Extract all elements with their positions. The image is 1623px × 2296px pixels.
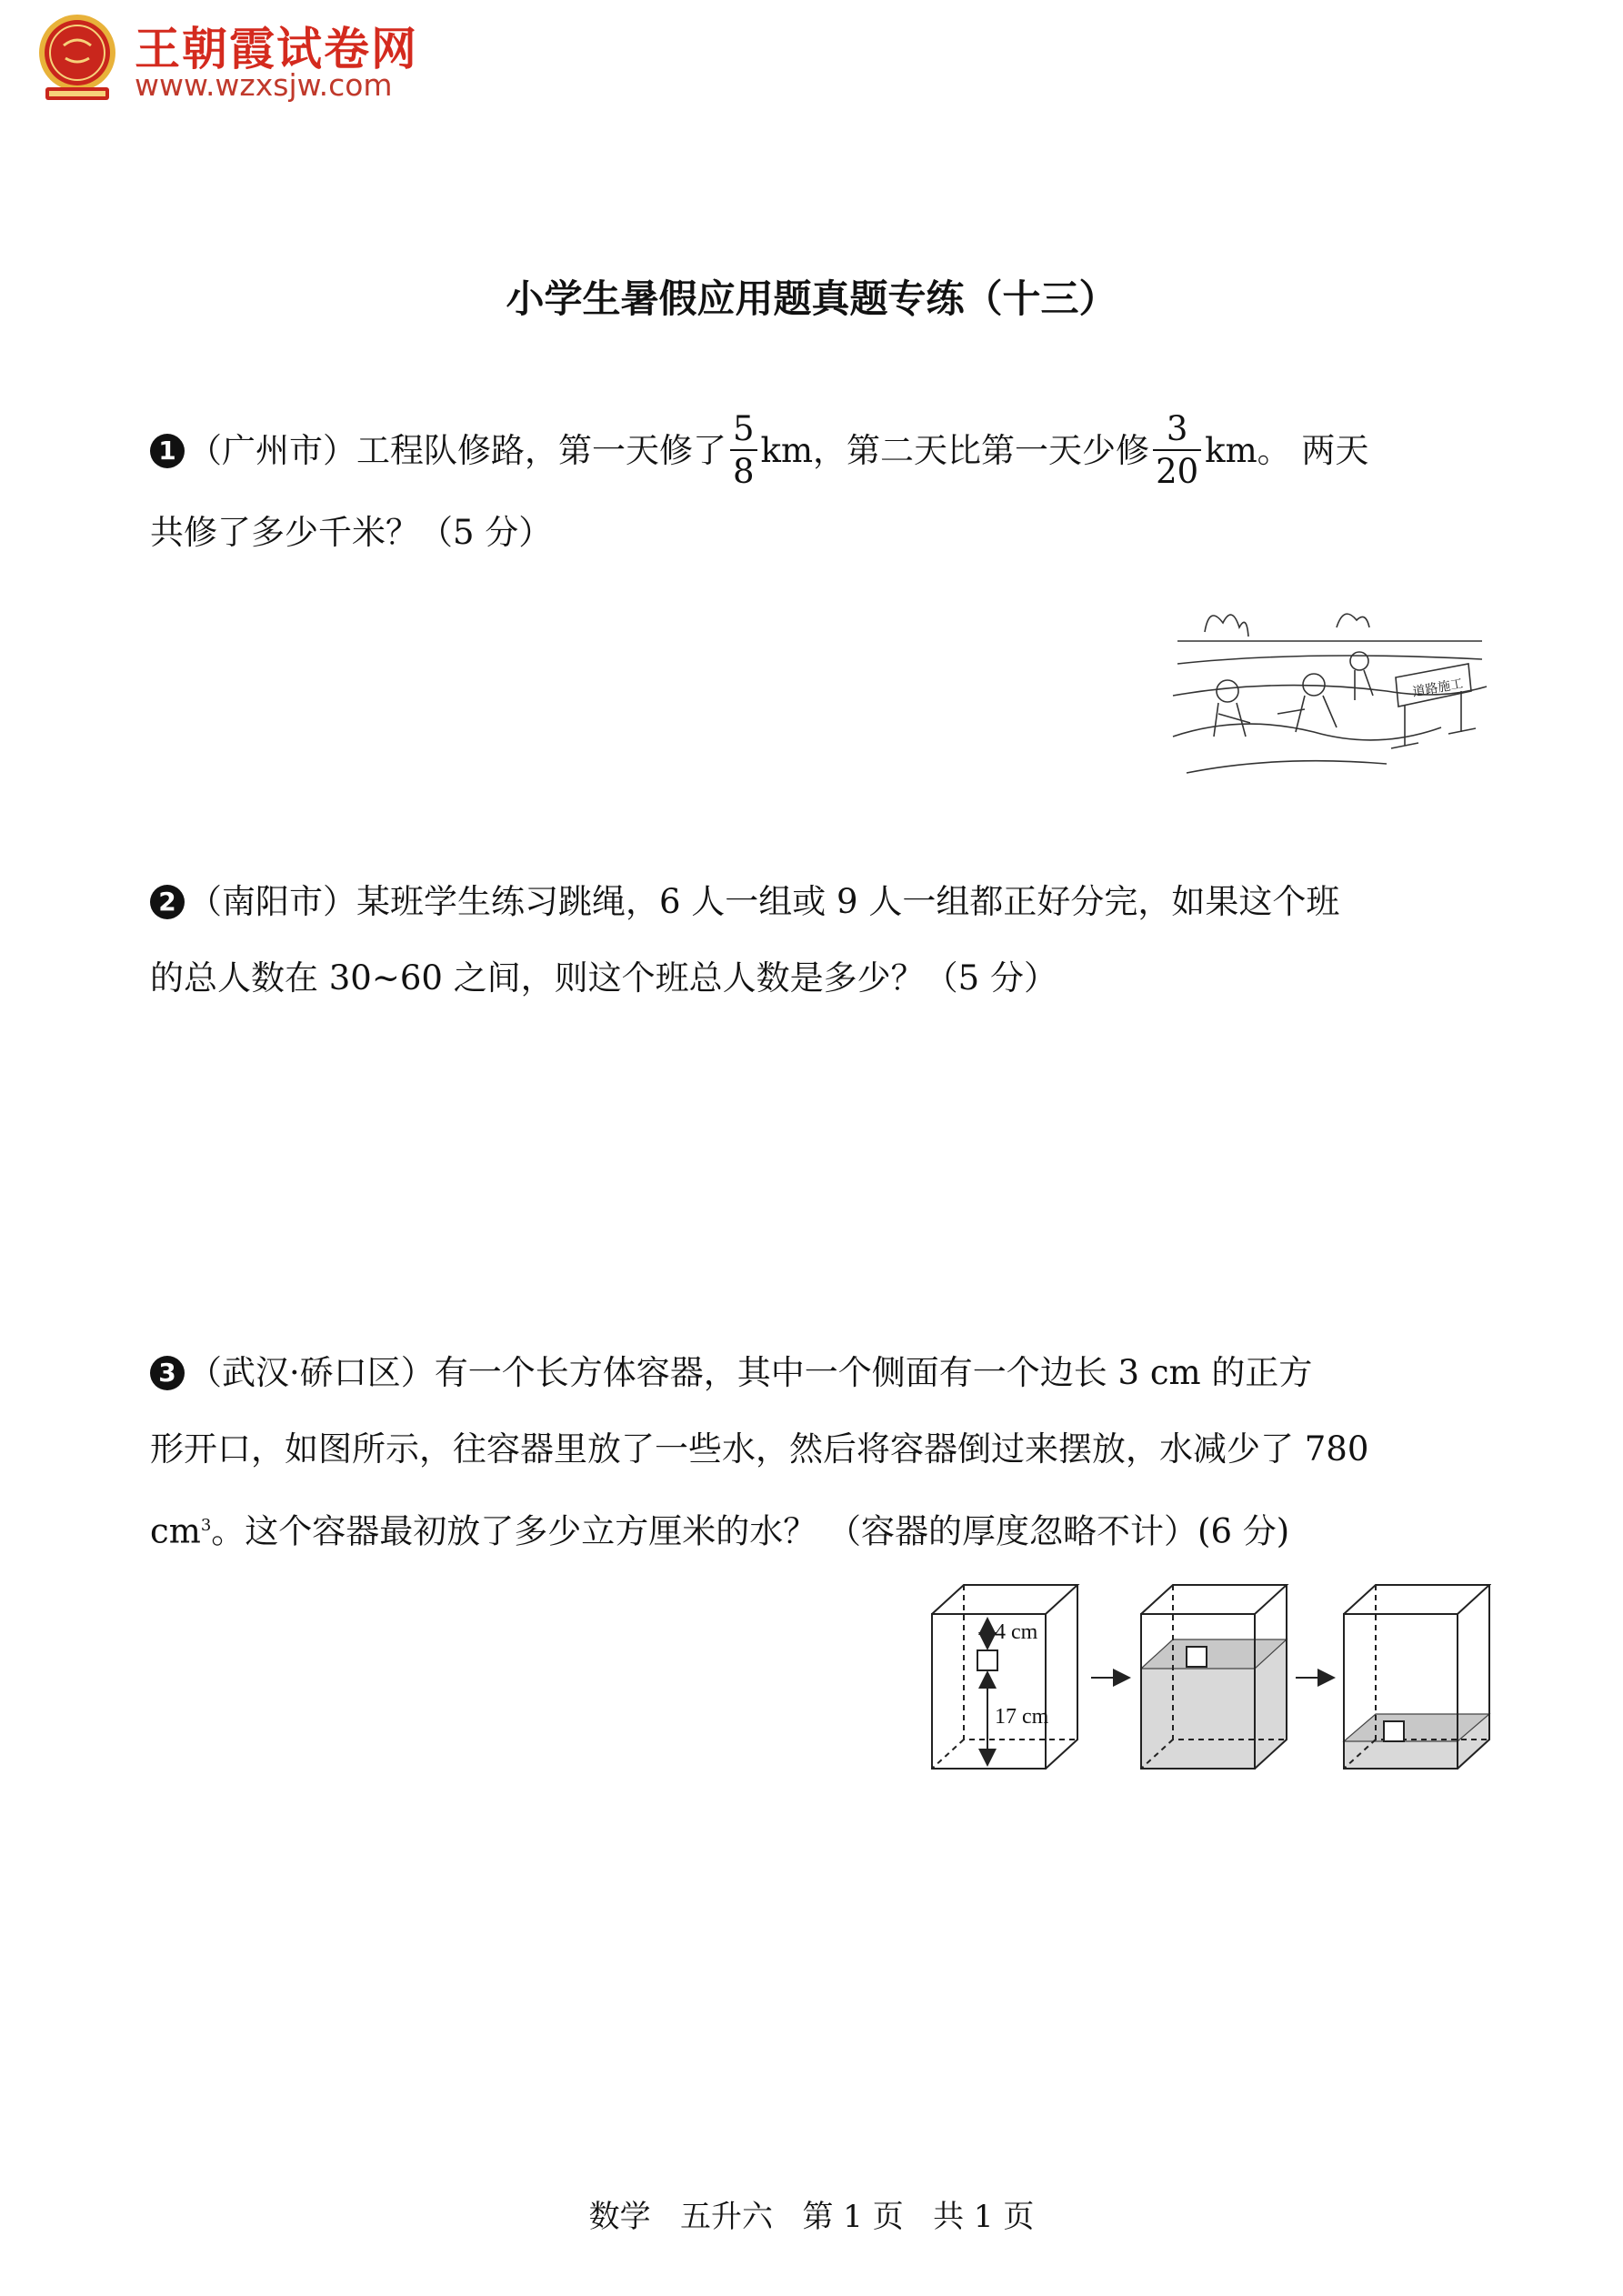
road-construction-illustration (1168, 577, 1491, 787)
container-initial (932, 1585, 1077, 1769)
question-1-line-2: 共修了多少千米？（5 分） (150, 513, 553, 552)
question-text: km，第二天比第一天少修 (760, 431, 1150, 470)
logo-emblem-icon (27, 7, 127, 107)
road-sign-text: 道路施工 (1411, 677, 1465, 700)
page-footer: 数学 五升六 第 1 页 共 1 页 (588, 2199, 1035, 2235)
container-diagram (927, 1578, 1491, 1778)
question-number: 3 (150, 1356, 185, 1390)
question-1-line-1 (150, 408, 1496, 491)
fraction-numerator: 5 (730, 412, 757, 451)
question-number: 2 (150, 885, 185, 919)
question-3-line-2: 形开口，如图所示，往容器里放了一些水，然后将容器倒过来摆放，水减少了 780 (150, 1429, 1369, 1469)
height-label-4cm: 4 cm (995, 1620, 1038, 1644)
question-text: 。这个容器最初放了多少立方厘米的水？ （容器的厚度忽略不计）(6 分) (211, 1511, 1290, 1551)
question-3-line-1 (150, 1335, 1496, 1411)
site-logo (27, 7, 418, 107)
container-inverted (1344, 1585, 1489, 1769)
question-2-line-2: 的总人数在 30~60 之间，则这个班总人数是多少？（5 分） (150, 958, 1057, 998)
unit-exponent: 3 (200, 1516, 212, 1535)
logo-title: 王朝霞试卷网 (135, 23, 418, 75)
question-2-line-1 (150, 864, 1496, 940)
unit-text: cm (150, 1511, 201, 1551)
height-label-17cm: 17 cm (995, 1705, 1049, 1729)
container-filled (1141, 1585, 1287, 1769)
page-title: 小学生暑假应用题真题专练（十三） (506, 276, 1117, 321)
fraction-numerator: 3 (1153, 412, 1201, 451)
fraction-denominator: 8 (733, 451, 755, 491)
question-text: （南阳市）某班学生练习跳绳，6 人一组或 9 人一组都正好分完，如果这个班 (188, 882, 1340, 921)
fraction-denominator: 20 (1156, 451, 1199, 491)
fraction (1153, 408, 1201, 491)
question-text: km。 两天 (1205, 431, 1369, 470)
question-text: （广州市）工程队修路，第一天修了 (188, 431, 726, 470)
question-text: （武汉·硚口区）有一个长方体容器，其中一个侧面有一个边长 3 cm 的正方 (188, 1353, 1313, 1392)
question-number: 1 (150, 434, 185, 468)
question-1 (150, 408, 1496, 571)
question-3 (150, 1335, 1496, 1564)
logo-url[interactable]: www.wzxsjw.com (135, 67, 393, 103)
question-2 (150, 864, 1496, 1017)
question-3-line-3 (150, 1488, 1496, 1564)
fraction (730, 408, 757, 491)
